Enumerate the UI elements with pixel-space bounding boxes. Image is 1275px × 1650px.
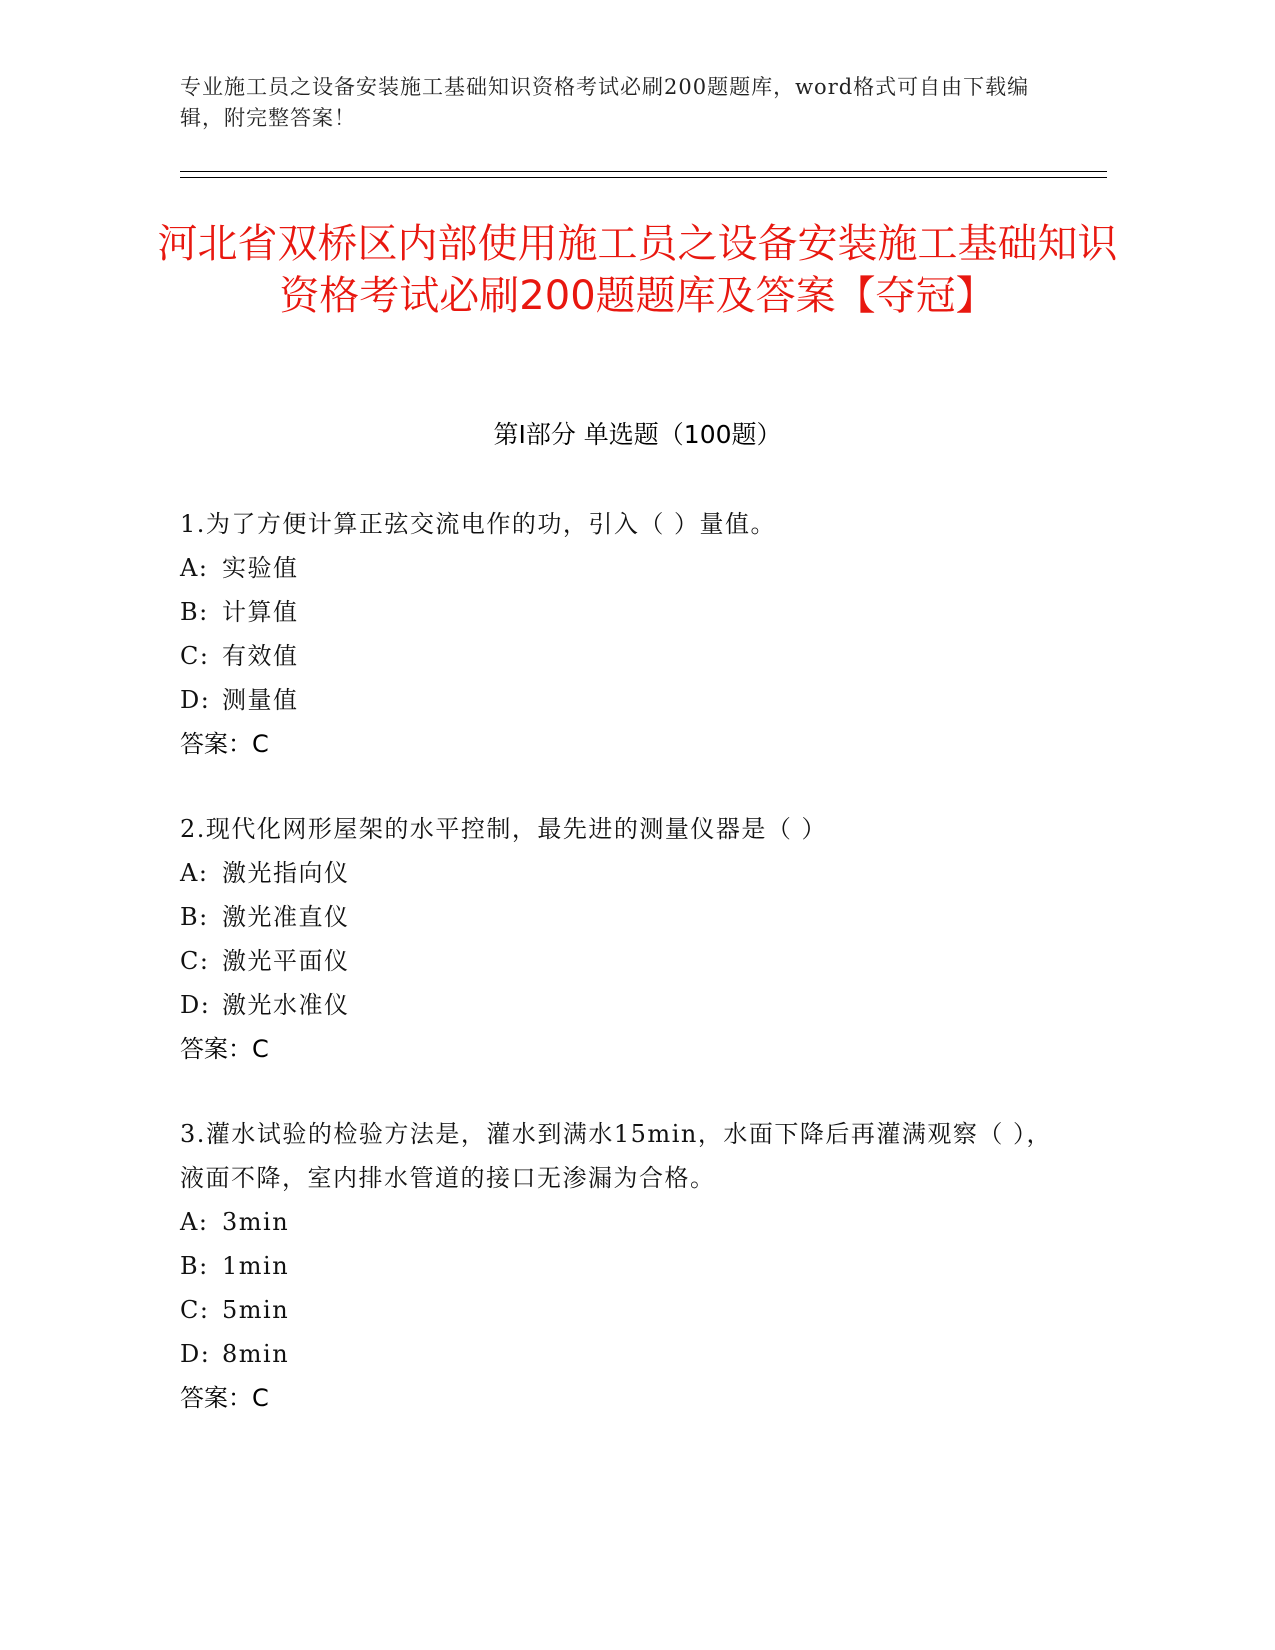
option-text: 计算值 bbox=[222, 598, 299, 626]
question-stem: 3.灌水试验的检验方法是，灌水到满水15min，水面下降后再灌满观察（ ），液面不降，室内排水管道的接口无渗漏为合格。 bbox=[180, 1120, 1052, 1192]
option-d bbox=[180, 983, 1060, 1027]
option-a bbox=[180, 546, 1060, 590]
question-2 bbox=[180, 807, 1060, 1071]
option-text: 激光平面仪 bbox=[222, 947, 350, 975]
question-1 bbox=[180, 502, 1060, 766]
header-note: 专业施工员之设备安装施工基础知识资格考试必刷200题题库，word格式可自由下载编辑，附完整答案！ bbox=[180, 75, 1030, 130]
question-3 bbox=[180, 1112, 1060, 1420]
option-text: 激光指向仪 bbox=[222, 859, 350, 887]
option-a bbox=[180, 851, 1060, 895]
option-label: B: bbox=[180, 1252, 209, 1280]
option-label: B: bbox=[180, 903, 209, 931]
option-text: 激光水准仪 bbox=[222, 991, 350, 1019]
option-b bbox=[180, 590, 1060, 634]
option-label: D: bbox=[180, 686, 211, 714]
option-d bbox=[180, 1332, 1060, 1376]
option-label: C: bbox=[180, 1296, 210, 1324]
option-label: D: bbox=[180, 1340, 211, 1368]
option-text: 1min bbox=[222, 1252, 290, 1280]
option-label: C: bbox=[180, 947, 210, 975]
answer-line: 答案：C bbox=[180, 1384, 269, 1412]
option-a bbox=[180, 1200, 1060, 1244]
option-d bbox=[180, 678, 1060, 722]
option-text: 激光准直仪 bbox=[222, 903, 350, 931]
option-c bbox=[180, 1288, 1060, 1332]
question-stem: 2.现代化网形屋架的水平控制，最先进的测量仪器是（ ） bbox=[180, 815, 828, 843]
option-text: 测量值 bbox=[222, 686, 299, 714]
option-label: A: bbox=[180, 1208, 209, 1236]
option-label: C: bbox=[180, 642, 210, 670]
option-label: D: bbox=[180, 991, 211, 1019]
header-rule-top bbox=[180, 171, 1107, 172]
option-text: 8min bbox=[222, 1340, 290, 1368]
option-b bbox=[180, 895, 1060, 939]
document-title: 河北省双桥区内部使用施工员之设备安装施工基础知识资格考试必刷200题题库及答案【夺冠】 bbox=[157, 221, 1118, 319]
option-c bbox=[180, 939, 1060, 983]
question-stem: 1.为了方便计算正弦交流电作的功，引入（ ）量值。 bbox=[180, 510, 777, 538]
option-label: A: bbox=[180, 859, 209, 887]
answer-line: 答案：C bbox=[180, 730, 269, 758]
option-c bbox=[180, 634, 1060, 678]
option-text: 有效值 bbox=[222, 642, 299, 670]
option-text: 5min bbox=[222, 1296, 290, 1324]
answer-line: 答案：C bbox=[180, 1035, 269, 1063]
question-list bbox=[180, 502, 1060, 1461]
option-label: B: bbox=[180, 598, 209, 626]
option-text: 实验值 bbox=[222, 554, 299, 582]
section-heading: 第Ⅰ部分 单选题（100题） bbox=[493, 420, 782, 449]
option-text: 3min bbox=[222, 1208, 290, 1236]
option-b bbox=[180, 1244, 1060, 1288]
header-rule-bottom bbox=[180, 177, 1107, 178]
option-label: A: bbox=[180, 554, 209, 582]
